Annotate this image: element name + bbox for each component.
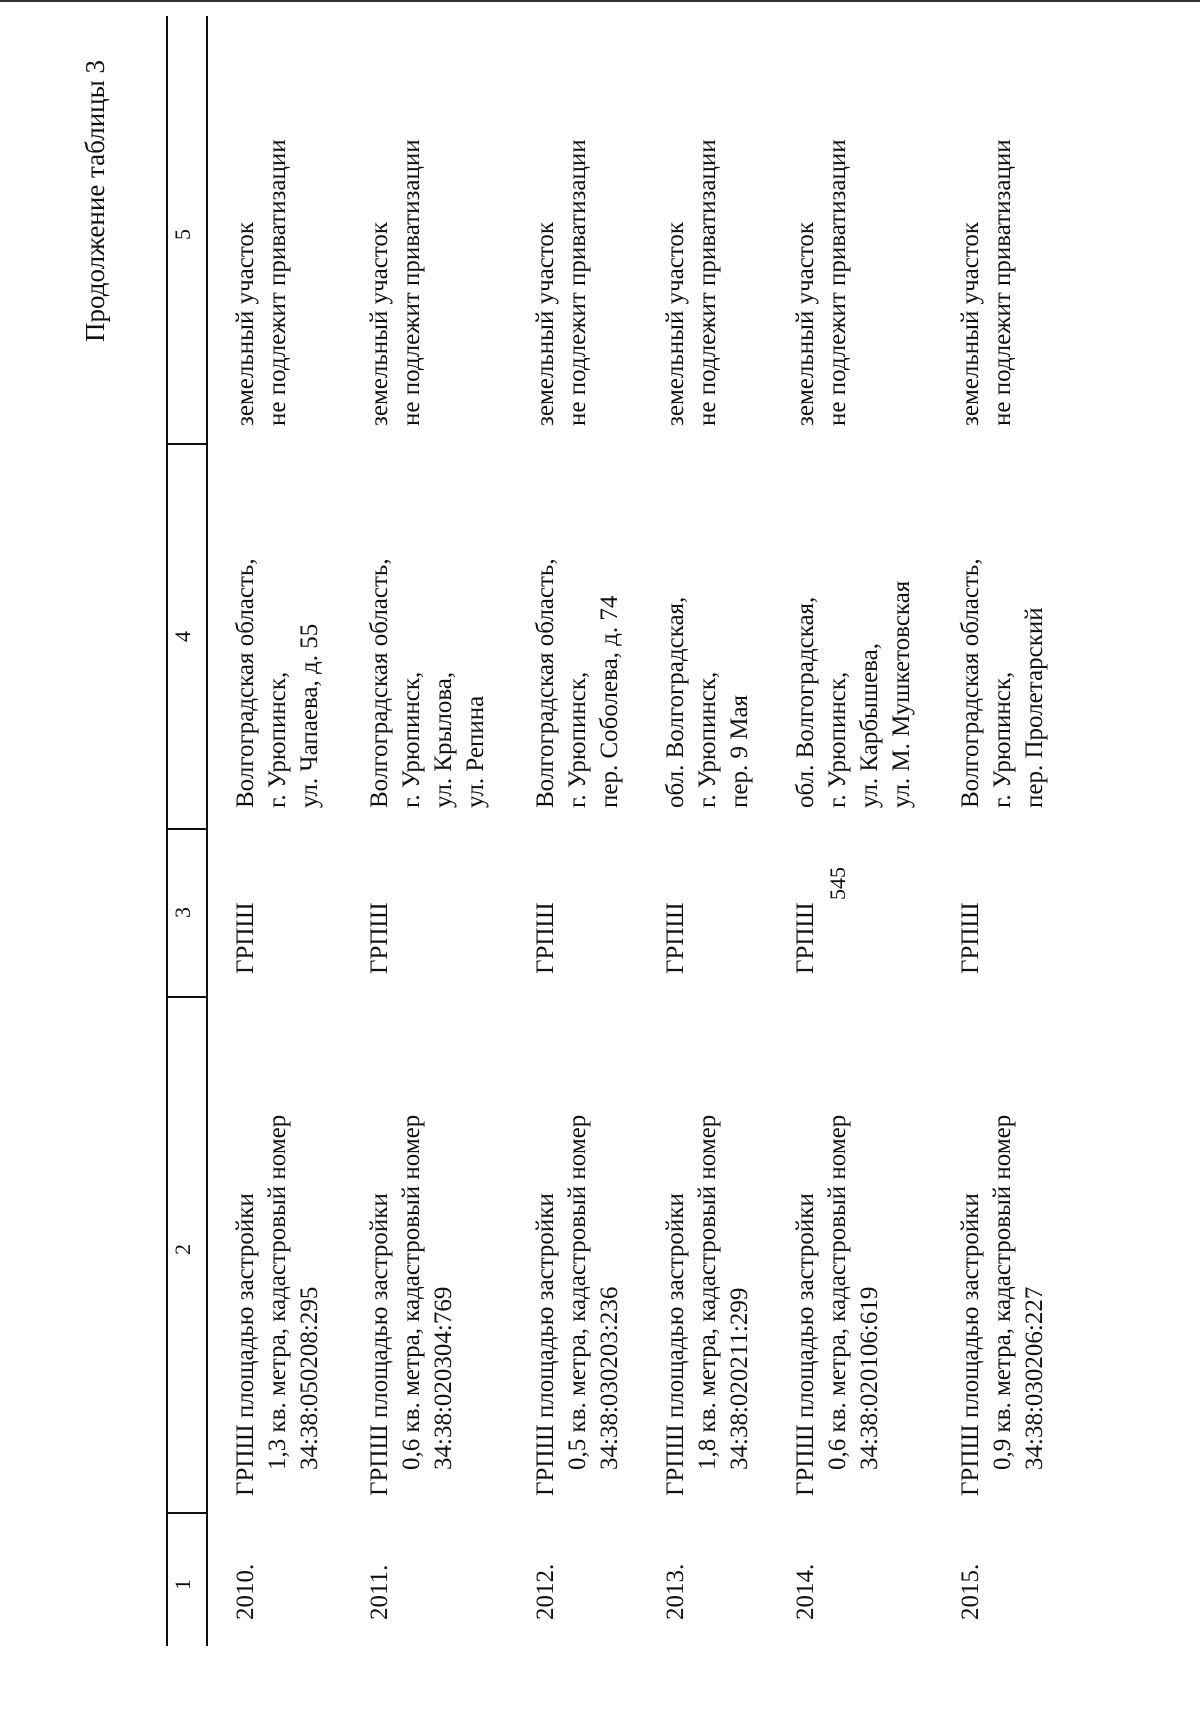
row-number: 2011. [366, 1564, 393, 1620]
object-description: ГРПШ площадью застройки 1,8 кв. метра, кадастровый номер 34:38:020211:299 [662, 1114, 753, 1496]
object-type: ГРПШ [532, 902, 559, 974]
object-note: земельный участок не подлежит приватизации [532, 139, 591, 426]
object-type: ГРПШ [366, 902, 393, 974]
table-top-rule [166, 16, 168, 1646]
page-number: 545 [825, 867, 850, 900]
object-note: земельный участок не подлежит приватизации [792, 139, 851, 426]
object-type: ГРПШ [232, 902, 259, 974]
column-number-1: 1 [170, 1579, 195, 1590]
object-type: ГРПШ [662, 902, 689, 974]
row-number: 2015. [957, 1563, 984, 1620]
row-number: 2013. [662, 1563, 689, 1620]
header-divider [166, 443, 206, 445]
object-address: обл. Волгоградская, г. Урюпинск, ул. Карбышева, ул. М. Мушкетовская [792, 580, 915, 808]
table-header-rule [206, 16, 208, 1646]
object-description: ГРПШ площадью застройки 0,6 кв. метра, кадастровый номер 34:38:020304:769 [366, 1114, 457, 1496]
object-description: ГРПШ площадью застройки 0,9 кв. метра, кадастровый номер 34:38:030206:227 [957, 1114, 1048, 1496]
object-type: ГРПШ [957, 902, 984, 974]
object-address: Волгоградская область, г. Урюпинск, пер. Пролетарский [957, 558, 1048, 808]
table-caption: Продолжение таблицы 3 [80, 60, 110, 342]
object-type: ГРПШ [792, 902, 819, 974]
object-address: Волгоградская область, г. Урюпинск, ул. Чапаева, д. 55 [232, 558, 323, 808]
row-number: 2012. [532, 1563, 559, 1620]
column-number-3: 3 [170, 907, 195, 918]
object-note: земельный участок не подлежит приватизации [662, 139, 721, 426]
object-note: земельный участок не подлежит приватизации [957, 139, 1016, 426]
column-number-4: 4 [170, 631, 195, 642]
header-divider [166, 828, 206, 830]
object-address: Волгоградская область, г. Урюпинск, пер. Соболева, д. 74 [532, 558, 623, 808]
object-description: ГРПШ площадью застройки 0,6 кв. метра, кадастровый номер 34:38:020106:619 [792, 1114, 883, 1496]
object-note: земельный участок не подлежит приватизации [366, 139, 425, 426]
column-number-2: 2 [170, 1244, 195, 1255]
object-address: обл. Волгоградская, г. Урюпинск, пер. 9 Мая [662, 596, 753, 808]
object-description: ГРПШ площадью застройки 1,3 кв. метра, кадастровый номер 34:38:050208:295 [232, 1114, 323, 1496]
column-number-5: 5 [170, 229, 195, 240]
header-divider [166, 1512, 206, 1514]
object-address: Волгоградская область, г. Урюпинск, ул. Крылова, ул. Репина [366, 558, 489, 808]
row-number: 2010. [232, 1563, 259, 1620]
object-note: земельный участок не подлежит приватизации [232, 139, 291, 426]
object-description: ГРПШ площадью застройки 0,5 кв. метра, кадастровый номер 34:38:030203:236 [532, 1114, 623, 1496]
row-number: 2014. [792, 1563, 819, 1620]
header-divider [166, 996, 206, 998]
